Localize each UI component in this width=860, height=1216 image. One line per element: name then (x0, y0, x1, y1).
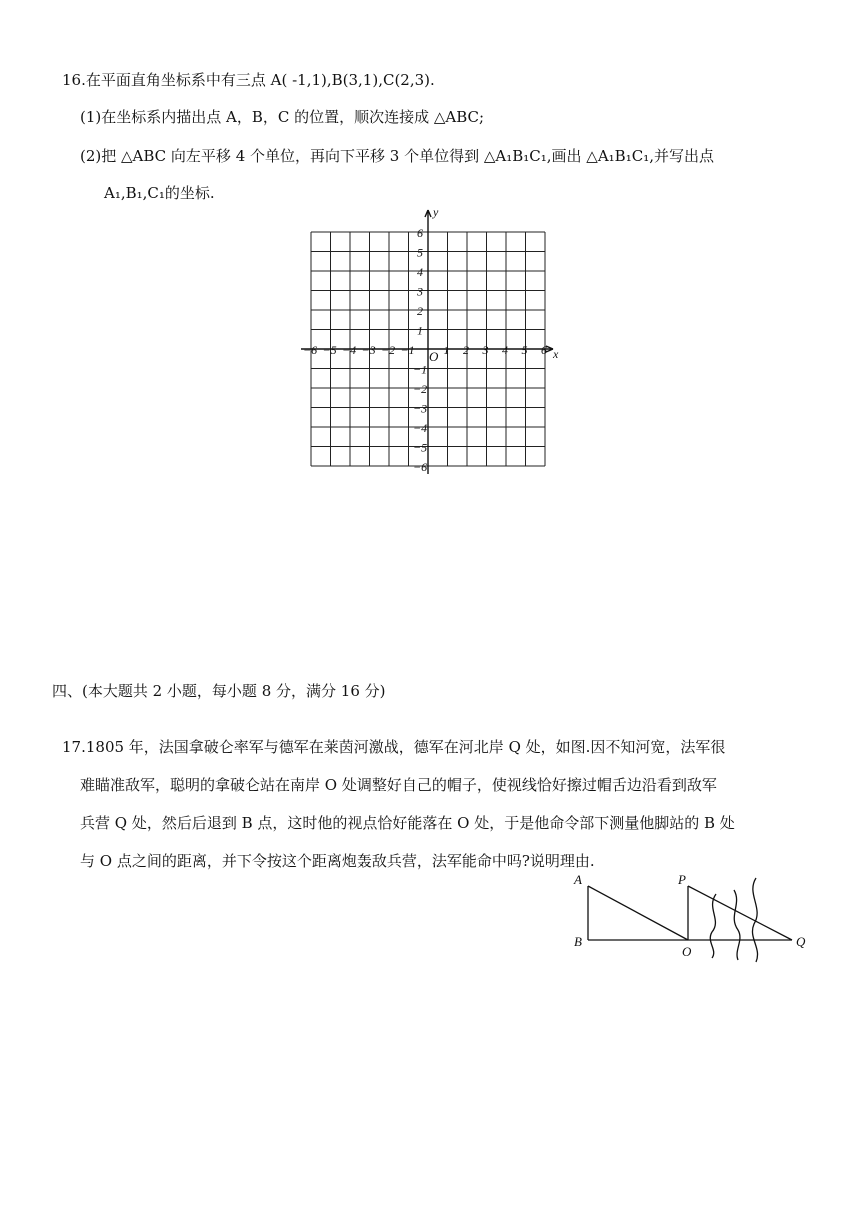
x-tick-label: 6 (541, 343, 547, 357)
x-axis-label: x (553, 347, 559, 361)
x-tick-label: −3 (361, 343, 376, 357)
y-tick-label: 2 (417, 304, 423, 318)
coordinate-grid (295, 200, 575, 490)
river-wave-1 (710, 894, 716, 958)
segment-ao (588, 886, 688, 940)
y-tick-label: 4 (417, 265, 423, 279)
y-tick-label: −4 (413, 421, 428, 435)
y-tick-label: 5 (417, 245, 423, 260)
label-p: P (678, 872, 686, 887)
origin-label: O (429, 349, 439, 364)
q16-part2-line1: (2)把 △ABC 向左平移 4 个单位，再向下平移 3 个单位得到 △A₁B₁C₁,画出 △A₁B₁C₁,并写出点 (80, 147, 714, 165)
label-q: Q (796, 934, 806, 949)
q17-line3: 兵营 Q 处，然后后退到 B 点，这时他的视点恰好能落在 O 处，于是他命令部下测量他脚站的 B 处 (80, 814, 735, 832)
q17-line2: 难瞄准敌军，聪明的拿破仑站在南岸 O 处调整好自己的帽子，使视线恰好擦过帽舌边沿看到敌军 (80, 776, 717, 794)
y-tick-label: −6 (413, 460, 428, 474)
y-tick-label: −5 (413, 440, 428, 455)
q16-stem: 16.在平面直角坐标系中有三点 A( -1,1),B(3,1),C(2,3). (62, 71, 435, 89)
y-tick-label: 3 (417, 284, 423, 299)
x-tick-label: 2 (463, 343, 469, 357)
x-tick-label: 4 (502, 343, 508, 357)
q16-part2-line2: A₁,B₁,C₁的坐标. (104, 184, 215, 202)
y-axis-label: y (433, 205, 439, 219)
river-diagram (570, 868, 830, 968)
river-wave-2 (734, 890, 740, 960)
x-tick-label: 3 (482, 343, 489, 357)
x-tick-label: 5 (521, 343, 528, 357)
x-tick-label: −6 (303, 343, 318, 357)
label-b: B (574, 934, 582, 949)
y-tick-label: 1 (417, 323, 423, 338)
y-tick-label: −2 (413, 382, 428, 396)
label-a: A (574, 872, 582, 887)
y-tick-label: −1 (413, 362, 428, 377)
q16-part1: (1)在坐标系内描出点 A，B，C 的位置，顺次连接成 △ABC; (80, 108, 485, 126)
section-heading: 四、(本大题共 2 小题，每小题 8 分，满分 16 分) (52, 682, 386, 700)
y-tick-label: 6 (417, 226, 423, 240)
label-o: O (682, 944, 692, 959)
x-tick-label: −4 (342, 343, 357, 357)
x-tick-label: 1 (443, 343, 450, 357)
segment-pq (688, 886, 792, 940)
y-tick-label: −3 (413, 401, 428, 416)
x-tick-label: −2 (381, 343, 396, 357)
q17-line1: 17.1805 年，法国拿破仑率军与德军在莱茵河激战，德军在河北岸 Q 处，如图.因不知河宽，法军很 (62, 738, 726, 756)
q17-line4: 与 O 点之间的距离，并下令按这个距离炮轰敌兵营，法军能命中吗?说明理由. (80, 852, 595, 870)
x-tick-label: −1 (400, 343, 415, 357)
x-tick-label: −5 (322, 343, 337, 357)
